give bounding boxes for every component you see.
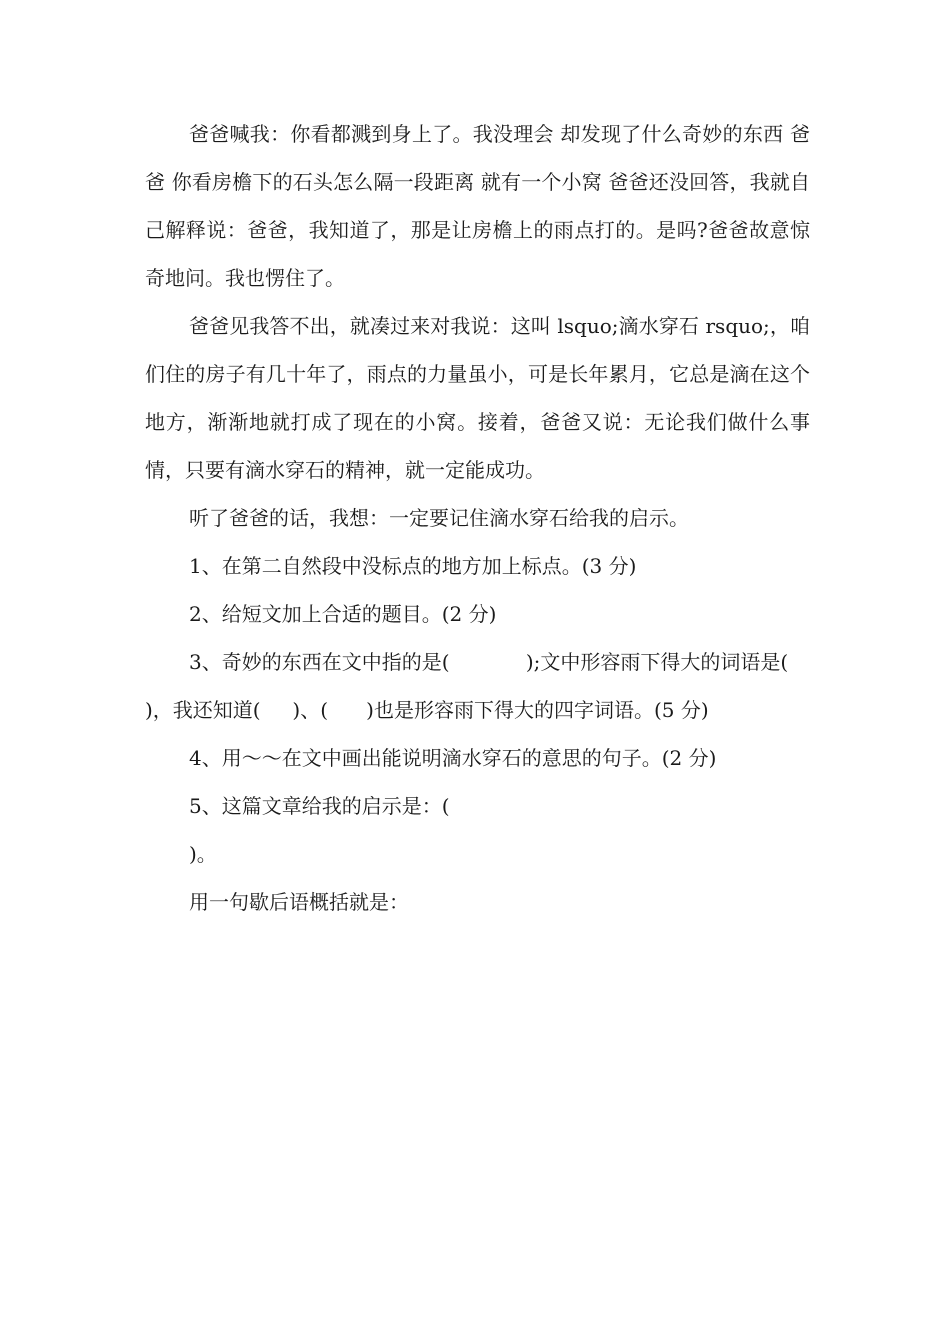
document-page [145, 110, 827, 926]
question-5-line-2: )。 [189, 842, 217, 866]
question-2: 2、给短文加上合适的题目。(2 分) [189, 602, 497, 626]
question-6: 用一句歇后语概括就是： [189, 890, 409, 914]
question-1: 1、在第二自然段中没标点的地方加上标点。(3 分) [189, 554, 637, 578]
story-paragraph-1: 爸爸喊我：你看都溅到身上了。我没理会 却发现了什么奇妙的东西 爸爸 你看房檐下的石头怎么隔一段距离 就有一个小窝 爸爸还没回答，我就自己解释说：爸爸，我知道了，那是让房檐上的雨点打的。是吗?爸爸故意惊奇地问。我也愣住了。 [145, 122, 810, 290]
question-5-line-1: 5、这篇文章给我的启示是：( [189, 794, 450, 818]
question-4: 4、用～～在文中画出能说明滴水穿石的意思的句子。(2 分) [189, 746, 717, 770]
question-3: 3、奇妙的东西在文中指的是( );文中形容雨下得大的词语是( )，我还知道( )、( )也是形容雨下得大的四字词语。(5 分) [145, 650, 827, 722]
story-paragraph-2: 爸爸见我答不出，就凑过来对我说：这叫 lsquo;滴水穿石 rsquo;，咱们住的房子有几十年了，雨点的力量虽小，可是长年累月，它总是滴在这个地方，渐渐地就打成了现在的小窝。接着，爸爸又说：无论我们做什么事情，只要有滴水穿石的精神，就一定能成功。 [145, 314, 810, 482]
story-paragraph-3: 听了爸爸的话，我想：一定要记住滴水穿石给我的启示。 [189, 506, 689, 530]
